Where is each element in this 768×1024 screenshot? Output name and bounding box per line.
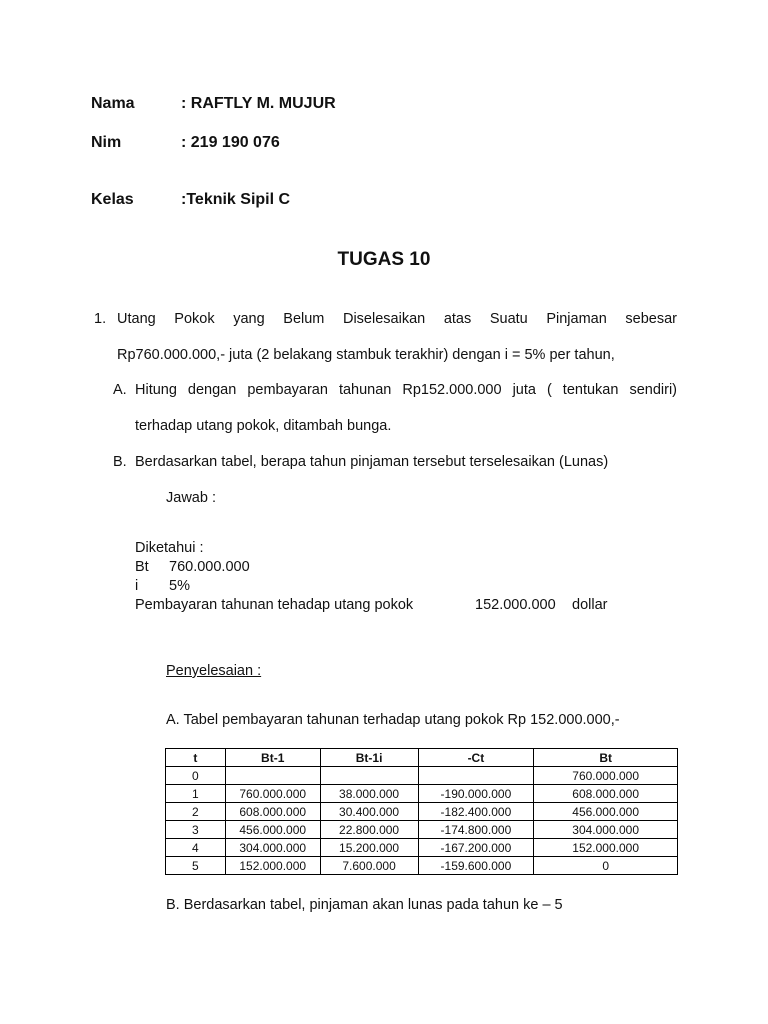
cell-t: 1	[166, 785, 226, 803]
question-a-line-2: terhadap utang pokok, ditambah bunga.	[135, 418, 392, 434]
answer-b-text: B. Berdasarkan tabel, pinjaman akan lunas pada tahun ke – 5	[166, 897, 563, 913]
payment-label: Pembayaran tahunan tehadap utang pokok	[135, 597, 414, 613]
table-row	[166, 857, 678, 875]
kelas-label: Kelas	[91, 191, 134, 208]
cell-bt-1i: 7.600.000	[320, 857, 418, 875]
cell-bt-1i: 38.000.000	[320, 785, 418, 803]
header-bt-1i: Bt-1i	[320, 749, 418, 767]
cell-ct: -174.800.000	[418, 821, 534, 839]
jawab-label: Jawab :	[166, 490, 216, 506]
cell-bt-1i: 22.800.000	[320, 821, 418, 839]
nim-label: Nim	[91, 134, 122, 151]
table-row	[166, 839, 678, 857]
question-line-2: Rp760.000.000,- juta (2 belakang stambuk terakhir) dengan i = 5% per tahun,	[117, 347, 615, 363]
cell-ct: -190.000.000	[418, 785, 534, 803]
header-ct: -Ct	[418, 749, 534, 767]
penyelesaian-heading: Penyelesaian :	[166, 663, 262, 679]
nama-value: : RAFTLY M. MUJUR	[181, 95, 336, 112]
question-b-marker: B.	[113, 454, 127, 470]
diketahui-label: Diketahui :	[135, 540, 204, 556]
cell-bt-1i	[320, 767, 418, 785]
cell-bt-1: 456.000.000	[225, 821, 320, 839]
table-row	[166, 785, 678, 803]
kelas-value: :Teknik Sipil C	[181, 191, 291, 208]
question-a-marker: A.	[113, 382, 127, 398]
question-number: 1.	[94, 311, 107, 327]
cell-bt: 456.000.000	[534, 803, 678, 821]
bt-label: Bt	[135, 559, 149, 575]
table-header-row	[166, 749, 678, 767]
payment-table	[165, 748, 678, 875]
bt-value: 760.000.000	[169, 559, 250, 575]
cell-t: 4	[166, 839, 226, 857]
answer-a-text: A. Tabel pembayaran tahunan terhadap utang pokok Rp 152.000.000,-	[166, 712, 620, 728]
cell-ct	[418, 767, 534, 785]
table-row	[166, 767, 678, 785]
i-label: i	[135, 578, 139, 594]
cell-bt-1i: 30.400.000	[320, 803, 418, 821]
cell-bt-1: 760.000.000	[225, 785, 320, 803]
cell-bt: 0	[534, 857, 678, 875]
header-bt: Bt	[534, 749, 678, 767]
payment-value: 152.000.000	[475, 597, 556, 613]
cell-t: 3	[166, 821, 226, 839]
page-title: TUGAS 10	[337, 249, 431, 270]
nama-label: Nama	[91, 95, 135, 112]
header-t: t	[166, 749, 226, 767]
cell-bt: 760.000.000	[534, 767, 678, 785]
cell-bt-1	[225, 767, 320, 785]
header-bt-1: Bt-1	[225, 749, 320, 767]
question-line-1: Utang Pokok yang Belum Diselesaikan atas Suatu Pinjaman sebesar	[117, 311, 677, 327]
question-b-line: Berdasarkan tabel, berapa tahun pinjaman tersebut terselesaikan (Lunas)	[135, 454, 609, 470]
cell-bt-1: 304.000.000	[225, 839, 320, 857]
cell-bt-1: 152.000.000	[225, 857, 320, 875]
table-row	[166, 821, 678, 839]
nim-value: : 219 190 076	[181, 134, 280, 151]
payment-unit: dollar	[572, 597, 608, 613]
question-a-line-1: Hitung dengan pembayaran tahunan Rp152.000.000 juta ( tentukan sendiri)	[135, 382, 677, 398]
cell-ct: -182.400.000	[418, 803, 534, 821]
cell-bt: 152.000.000	[534, 839, 678, 857]
cell-ct: -159.600.000	[418, 857, 534, 875]
cell-bt: 304.000.000	[534, 821, 678, 839]
cell-t: 0	[166, 767, 226, 785]
cell-bt-1i: 15.200.000	[320, 839, 418, 857]
cell-t: 2	[166, 803, 226, 821]
cell-t: 5	[166, 857, 226, 875]
cell-bt-1: 608.000.000	[225, 803, 320, 821]
cell-bt: 608.000.000	[534, 785, 678, 803]
i-value: 5%	[169, 578, 190, 594]
table-row	[166, 803, 678, 821]
cell-ct: -167.200.000	[418, 839, 534, 857]
